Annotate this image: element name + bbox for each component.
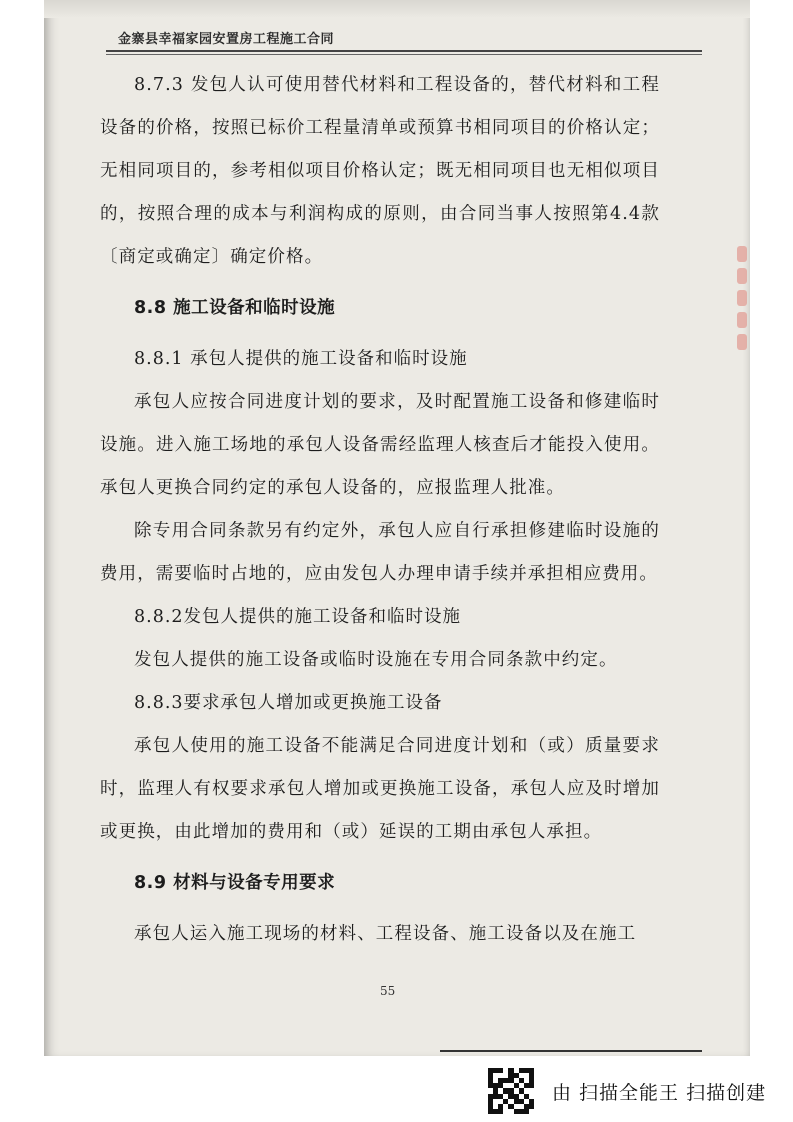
document-header-title: 金寨县幸福家园安置房工程施工合同 (118, 32, 335, 47)
document-body (100, 64, 660, 956)
qr-code-icon (488, 1068, 534, 1114)
paragraph-temporary-facility-cost: 除专用合同条款另有约定外，承包人应自行承担修建临时设施的费用，需要临时占地的，应由发包人办理申请手续并承担相应费用。 (100, 521, 660, 584)
paragraph-employer-equipment: 发包人提供的施工设备或临时设施在专用合同条款中约定。 (134, 650, 618, 670)
paper-top-shadow (44, 0, 750, 18)
bottom-rule (440, 1050, 702, 1052)
scanner-watermark (488, 1066, 766, 1116)
header-rule-thin (106, 54, 702, 55)
page-number: 55 (380, 984, 396, 998)
seal-stamp-edge (733, 240, 751, 390)
paragraph-8-7-3: 8.7.3 发包人认可使用替代材料和工程设备的，替代材料和工程设备的价格，按照已标价工程量清单或预算书相同项目的价格认定；无相同项目的，参考相似项目价格认定；既无相同项目也无相似项目的，按照合理的成本与利润构成的原则，由合同当事人按照第4.4款〔商定或确定〕确定价格。 (100, 75, 660, 267)
section-heading-8-9: 8.9 材料与设备专用要求 (134, 873, 336, 893)
subsection-8-8-3: 8.8.3要求承包人增加或更换施工设备 (134, 693, 443, 713)
paragraph-add-replace-equipment: 承包人使用的施工设备不能满足合同进度计划和（或）质量要求时，监理人有权要求承包人增加或更换施工设备，承包人应及时增加或更换，由此增加的费用和（或）延误的工期由承包人承担。 (100, 736, 660, 842)
header-rule (106, 50, 702, 52)
paragraph-contractor-equipment: 承包人应按合同进度计划的要求，及时配置施工设备和修建临时设施。进入施工场地的承包人设备需经监理人核查后才能投入使用。承包人更换合同约定的承包人设备的，应报监理人批准。 (100, 392, 660, 498)
watermark-text: 由 扫描全能王 扫描创建 (552, 1081, 767, 1104)
section-heading-8-8: 8.8 施工设备和临时设施 (134, 298, 336, 318)
subsection-8-8-1: 8.8.1 承包人提供的施工设备和临时设施 (134, 349, 468, 369)
paragraph-materials-entering-site: 承包人运入施工现场的材料、工程设备、施工设备以及在施工 (134, 924, 637, 944)
subsection-8-8-2: 8.8.2发包人提供的施工设备和临时设施 (134, 607, 462, 627)
